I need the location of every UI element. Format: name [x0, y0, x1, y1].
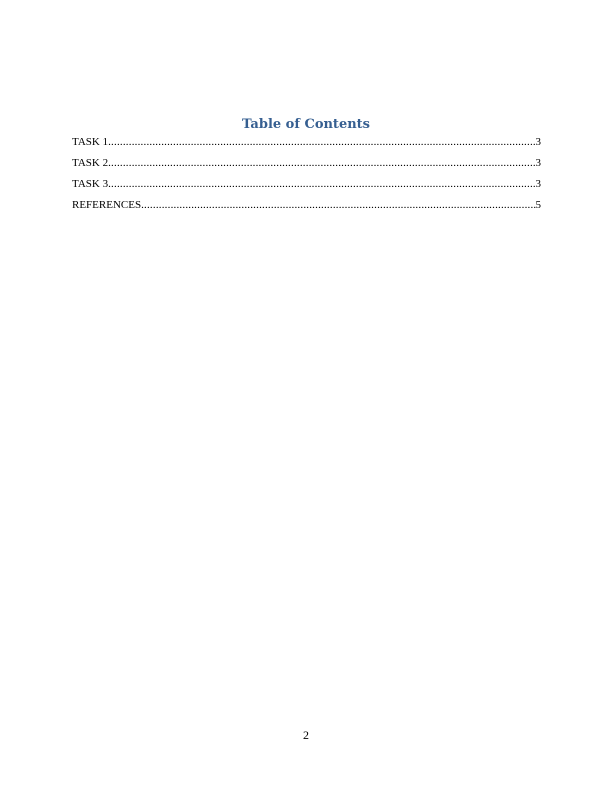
toc-entry-task-3[interactable]: [72, 177, 541, 198]
toc-entry-page: 3: [535, 157, 541, 169]
toc-entry-label: TASK 3: [72, 178, 109, 190]
toc-entry-page: 3: [535, 136, 541, 148]
toc-dot-leader: [108, 156, 535, 170]
toc-entry-references[interactable]: [72, 198, 541, 219]
toc-dot-leader: [141, 198, 535, 212]
toc-dot-leader: [108, 135, 535, 149]
toc-dot-leader: [108, 177, 535, 191]
toc-entry-task-1[interactable]: [72, 135, 541, 156]
page-number: 2: [303, 728, 309, 742]
toc-entry-label: REFERENCES: [72, 199, 142, 211]
toc-list: [72, 135, 541, 219]
toc-entry-label: TASK 1: [72, 136, 109, 148]
toc-entry-page: 5: [535, 199, 541, 211]
toc-entry-page: 3: [535, 178, 541, 190]
toc-entry-label: TASK 2: [72, 157, 109, 169]
toc-heading: Table of Contents: [242, 117, 370, 132]
toc-entry-task-2[interactable]: [72, 156, 541, 177]
